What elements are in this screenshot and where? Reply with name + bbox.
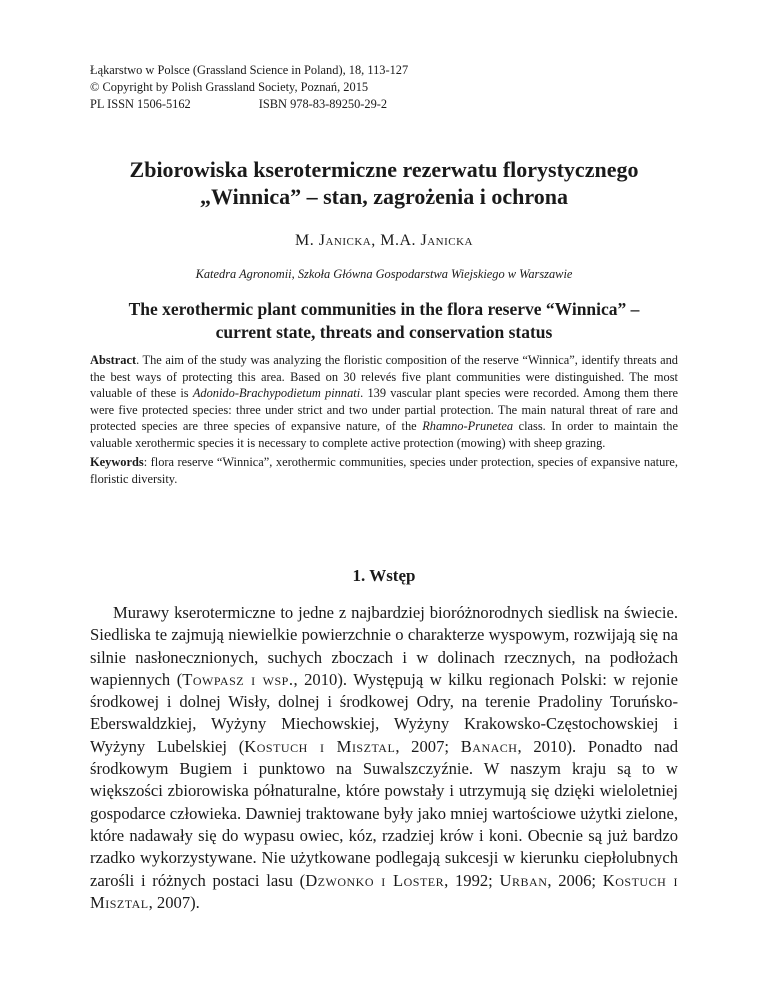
english-title: [40, 298, 728, 344]
citation: Kostuch i Misztal: [244, 736, 396, 756]
keywords-label: Keywords: [90, 455, 144, 469]
body-text: [90, 602, 678, 914]
citation: Banach: [460, 736, 518, 756]
section-heading: 1. Wstęp: [352, 566, 416, 585]
citation: Towpasz i wsp.: [182, 669, 294, 689]
authors: M. Janicka, M.A. Janicka: [294, 232, 473, 249]
paper-title: [40, 156, 728, 210]
affiliation: Katedra Agronomii, Szkoła Główna Gospodarstwa Wiejskiego w Warszawie: [195, 267, 573, 281]
issn-isbn-line: [90, 96, 408, 113]
abstract: Abstract. The aim of the study was analyzing the floristic composition of the reserve “Winnica”, identify threats and the best ways of protecting this area. Based on 30 relevés five plant communities were distinguished. The most valuable of these is Adonido-Brachypodietum pinnati. 139 vascular plant species were recorded. Among them there were five protected species: three under strict and two under partial protection. The main natural threat of rare and protected species are three species of expansive nature, of the Rhamno-Prunetea class. In order to maintain the valuable xerothermic species it is necessary to complete active protection (mowing) with sheep grazing.: [90, 353, 679, 450]
citation: Kostuch i Misztal: [90, 870, 678, 912]
journal-citation: Łąkarstwo w Polsce (Grassland Science in Poland), 18, 113-127: [90, 63, 409, 77]
citation: Dzwonko i Loster: [305, 870, 445, 890]
issn: PL ISSN 1506-5162: [90, 97, 191, 111]
journal-header: [90, 62, 408, 113]
citation: Urban: [499, 870, 548, 890]
paper-title-line1: Zbiorowiska kserotermiczne rezerwatu florystycznego: [129, 157, 639, 182]
english-title-line1: The xerothermic plant communities in the flora reserve “Winnica” –: [128, 299, 640, 319]
isbn: ISBN 978-83-89250-29-2: [258, 97, 388, 111]
abstract-block: [90, 352, 678, 487]
abstract-label: Abstract: [90, 353, 137, 367]
copyright-line: © Copyright by Polish Grassland Society, Poznań, 2015: [90, 80, 369, 94]
keywords: Keywords: flora reserve “Winnica”, xerothermic communities, species under protection, species of expansive nature, floristic diversity.: [90, 455, 678, 486]
english-title-line2: current state, threats and conservation status: [215, 322, 553, 342]
paragraph: Murawy kserotermiczne to jedne z najbardziej bioróżnorodnych siedlisk na świecie. Siedliska te zajmują niewielkie powierzchnie o charakterze wyspowym, rozwijają się na silnie nasłonecznionych, suchych zboczach i w dolinach rzecznych, na podłożach wapiennych (Towpasz i wsp., 2010). Występują w kilku regionach Polski: w rejonie środkowej i dolnej Wisły, dolnej i środkowej Odry, na terenie Pradoliny Toruńsko-Eberswaldzkiej, Wyżyny Miechowskiej, Wyżyny Krakowsko-Częstochowskiej i Wyżyny Lubelskiej (Kostuch i Misztal, 2007; Banach, 2010). Ponadto nad środkowym Bugiem i punktowo na Suwalszczyźnie. W naszym kraju są to w większości zbiorowiska półnaturalne, które powstały i utrzymują się dzięki wieloletniej gospodarce człowieka. Dawniej traktowane były jako mniej wartościowe użytki zielone, które nadawały się do wypasu owiec, kóz, rzadziej krów i koni. Obecnie są już bardzo rzadko wykorzystywane. Nie użytkowane podlegają sukcesji w kierunku ciepłolubnych zarośli i różnych postaci lasu (Dzwonko i Loster, 1992; Urban, 2006; Kostuch i Misztal, 2007).: [90, 603, 679, 912]
paper-title-line2: „Winnica” – stan, zagrożenia i ochrona: [200, 184, 568, 209]
